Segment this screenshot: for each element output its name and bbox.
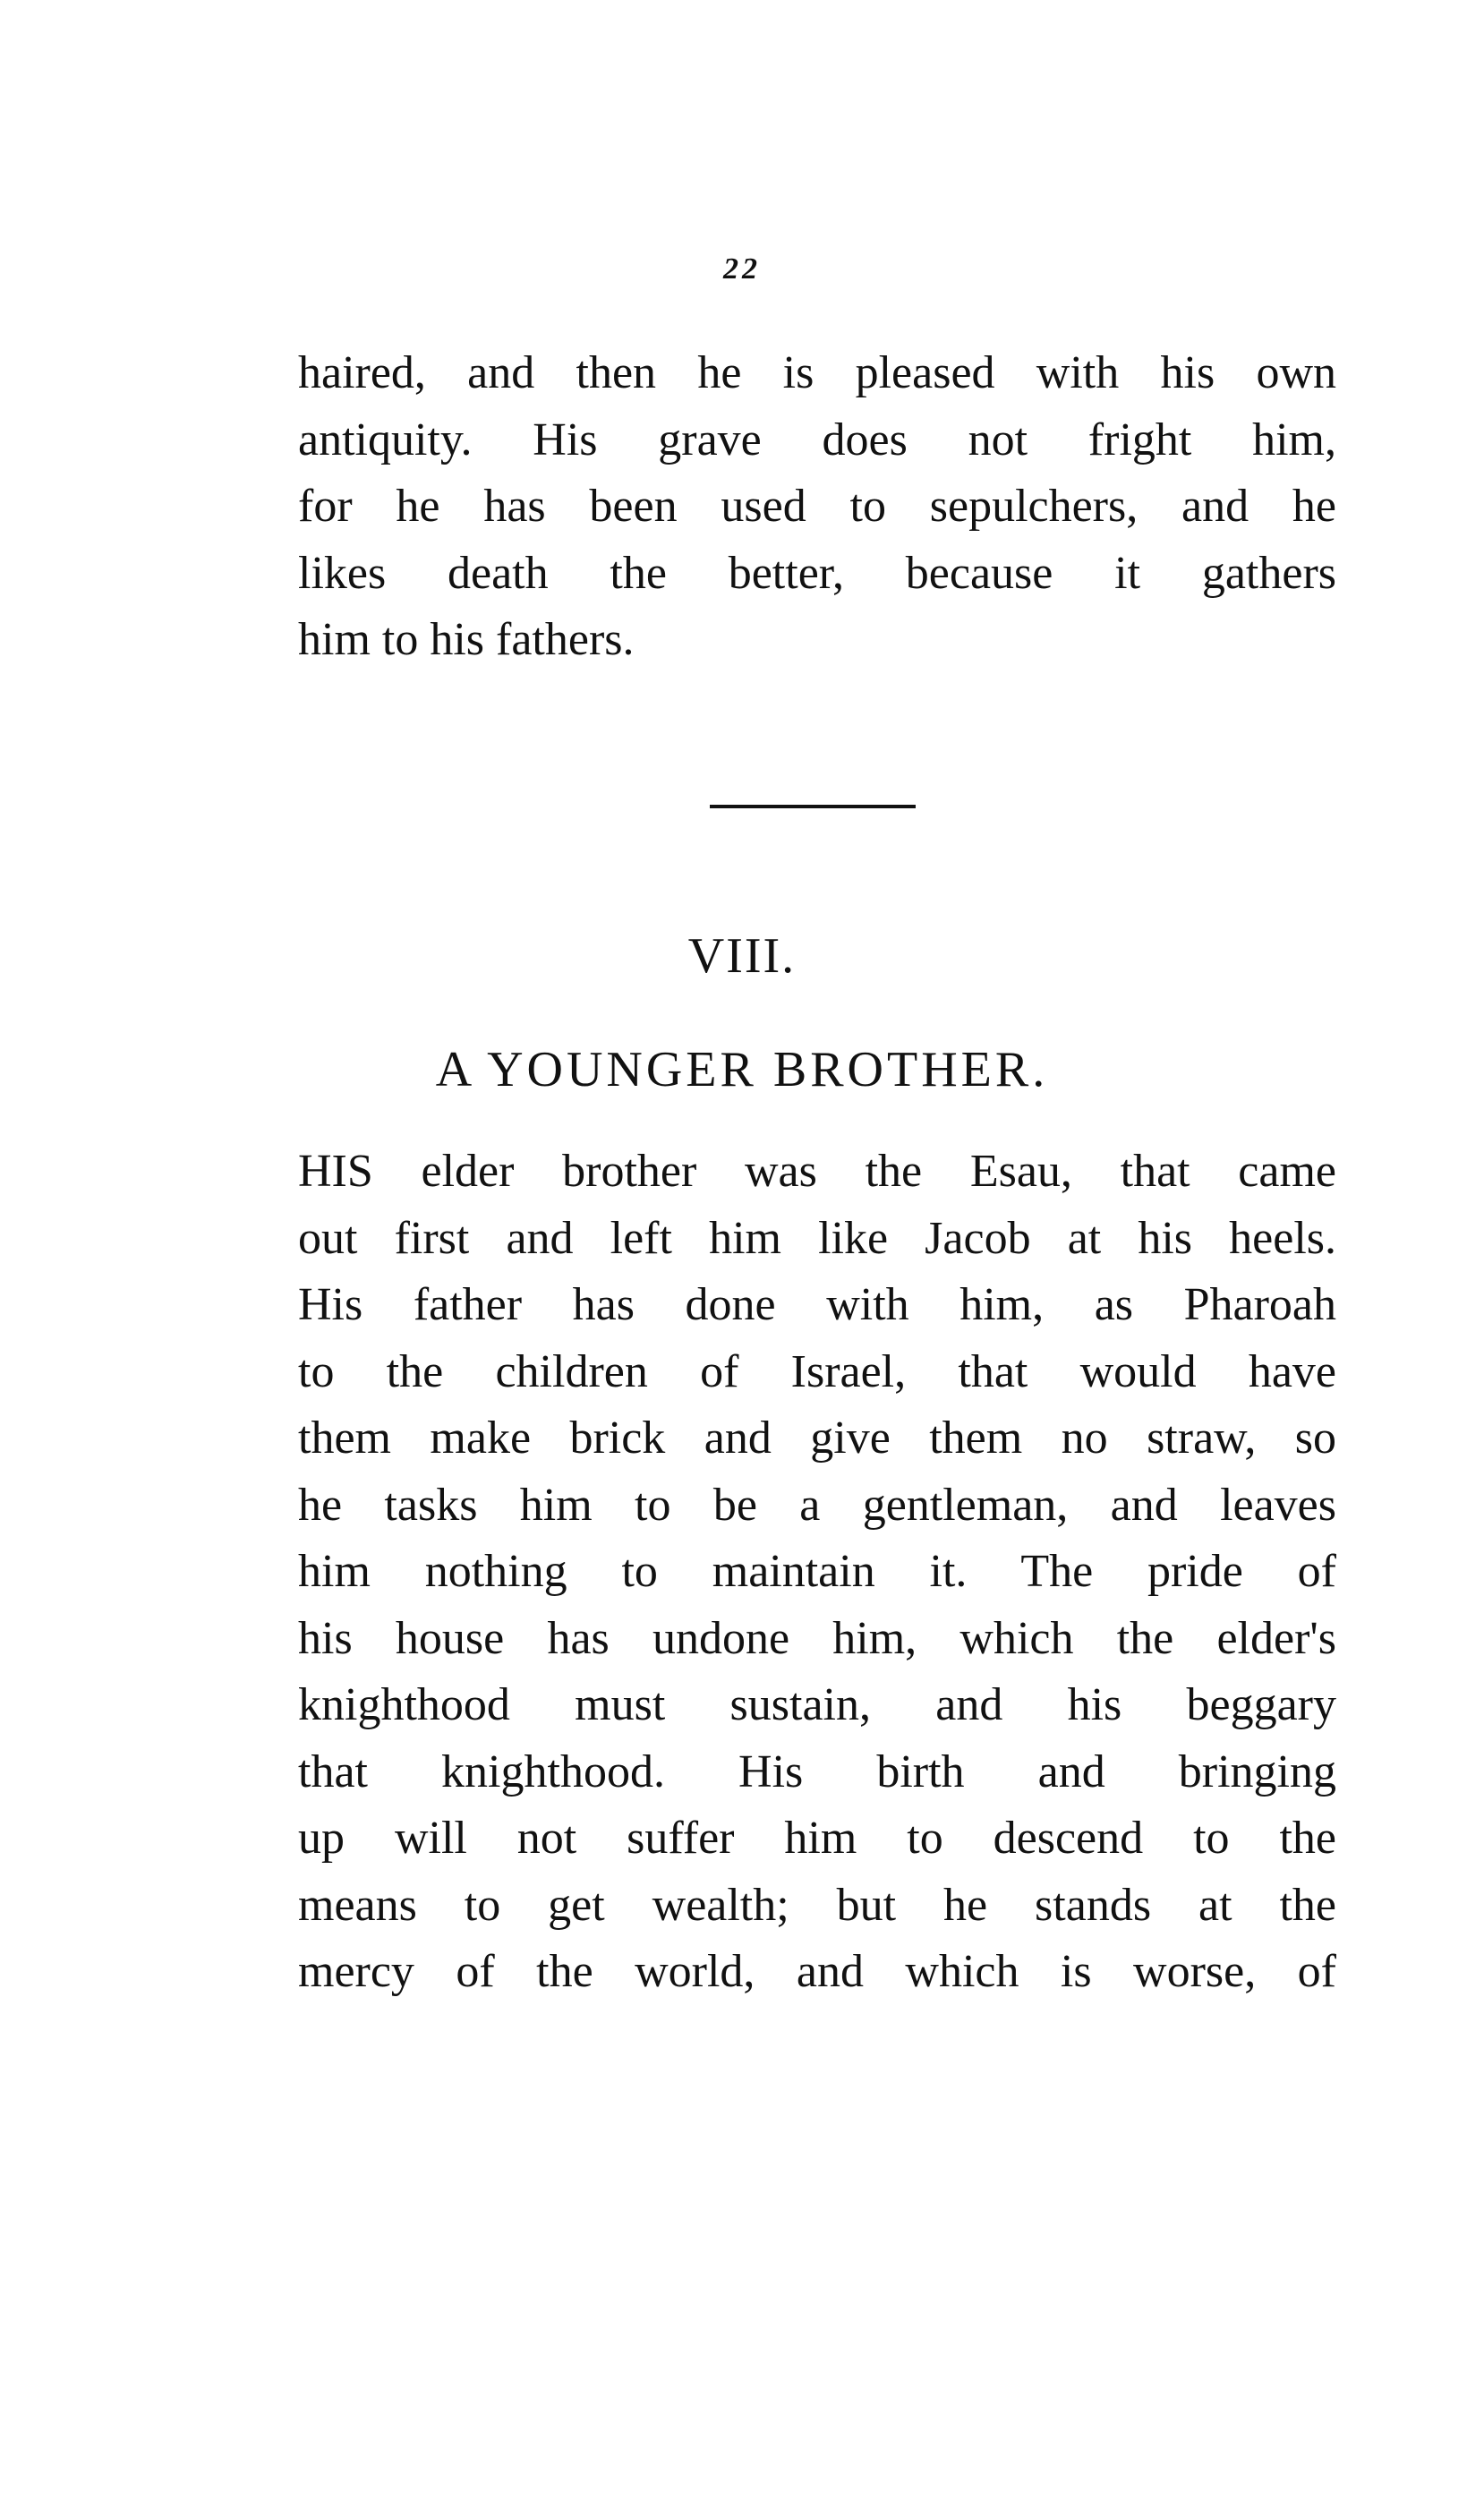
text-line: that knighthood. His birth and bringing (298, 1746, 1336, 1797)
text-line: he tasks him to be a gentleman, and leaves (298, 1479, 1336, 1531)
chapter-title: A YOUNGER BROTHER. (435, 1042, 1049, 1097)
text-line: him nothing to maintain it. The pride of (298, 1546, 1336, 1597)
text-line: up will not suffer him to descend to the (298, 1813, 1336, 1864)
body-paragraph (298, 1139, 1336, 2006)
page-number: 22 (723, 252, 761, 286)
text-line: His father has done with him, as Pharoah (298, 1279, 1336, 1330)
text-line: haired, and then he is pleased with his own (298, 347, 1336, 398)
text-line: likes death the better, because it gathers (298, 547, 1336, 599)
text-line: his house has undone him, which the elder's (298, 1612, 1336, 1664)
text-line: antiquity. His grave does not fright him, (298, 414, 1336, 465)
text-line: means to get wealth; but he stands at the (298, 1879, 1336, 1931)
text-line: mercy of the world, and which is worse, of (298, 1946, 1336, 1997)
text-line: them make brick and give them no straw, so (298, 1413, 1336, 1464)
continuation-paragraph (298, 340, 1336, 674)
text-line: HIS elder brother was the Esau, that came (298, 1146, 1336, 1197)
text-line: to the children of Israel, that would have (298, 1345, 1336, 1397)
section-divider (710, 805, 916, 808)
chapter-numeral: VIII. (687, 928, 797, 984)
text-line: for he has been used to sepulchers, and he (298, 481, 1336, 532)
text-line: knighthood must sustain, and his beggary (298, 1679, 1336, 1730)
text-line: out first and left him like Jacob at his heels. (298, 1212, 1336, 1264)
text-line: him to his fathers. (298, 614, 635, 665)
